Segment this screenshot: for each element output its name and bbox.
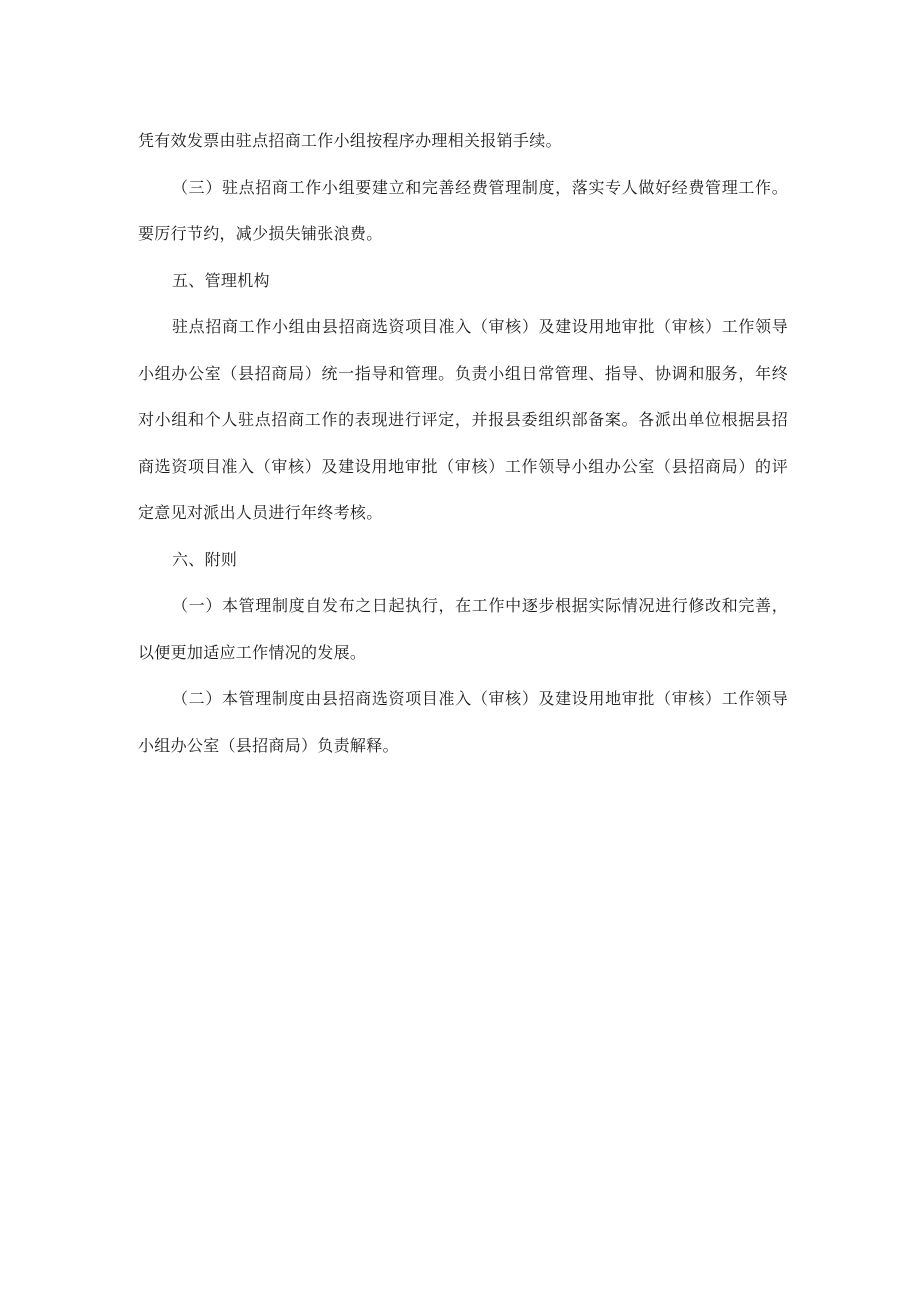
paragraph-item-3-fund-management: （三）驻点招商工作小组要建立和完善经费管理制度，落实专人做好经费管理工作。要厉行节约，减少损失铺张浪费。 — [138, 177, 788, 243]
paragraph-reimbursement: 凭有效发票由驻点招商工作小组按程序办理相关报销手续。 — [138, 131, 562, 150]
section-heading-supplementary: 六、附则 — [172, 549, 238, 569]
document-body — [138, 118, 788, 769]
paragraph-supplementary-item-1: （一）本管理制度自发布之日起执行，在工作中逐步根据实际情况进行修改和完善，以便更加适应工作情况的发展。 — [138, 596, 788, 662]
paragraph-management-body: 驻点招商工作小组由县招商选资项目准入（审核）及建设用地审批（审核）工作领导小组办公室（县招商局）统一指导和管理。负责小组日常管理、指导、协调和服务，年终对小组和个人驻点招商工作的表现进行评定，并报县委组织部备案。各派出单位根据县招商选资项目准入（审核）及建设用地审批（审核）工作领导小组办公室（县招商局）的评定意见对派出人员进行年终考核。 — [138, 317, 788, 522]
paragraph-supplementary-item-2: （二）本管理制度由县招商选资项目准入（审核）及建设用地审批（审核）工作领导小组办公室（县招商局）负责解释。 — [138, 689, 788, 755]
section-heading-management-body: 五、管理机构 — [172, 270, 270, 290]
